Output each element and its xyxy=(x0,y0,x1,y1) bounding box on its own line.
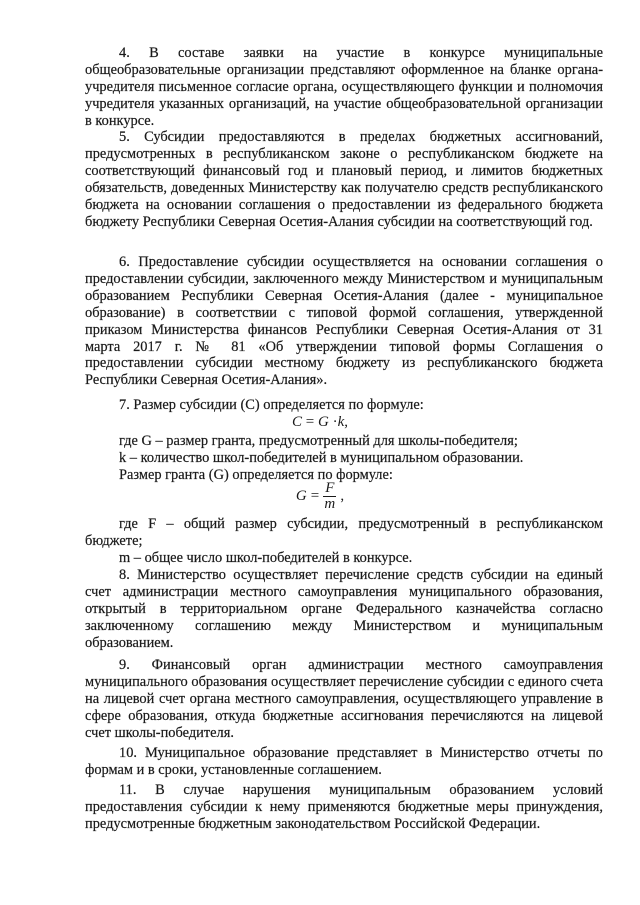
paragraph-11: 11. В случае нарушения муниципальным образованием условий предоставления субсидии к нему применяются бюджетные меры принуждения, предусмотренные бюджетным законодательством Российской Федерации. xyxy=(85,782,603,832)
formula-grant xyxy=(0,481,640,512)
paragraph-6: 6. Предоставление субсидии осуществляется на основании соглашения о предоставлении субсидии, заключенного между Министерством и муниципальным образованием Республики Северная Осетия-Алания (далее - муниципальное образование) в соответствии с типовой формой соглашения, утвержденной приказом Министерства финансов Республики Северная Осетия-Алания от 31 марта 2017 г. № 81 «Об утверждении типовой формы Соглашения о предоставлении субсидии местному бюджету из республиканского бюджета Республики Северная Осетия-Алания». xyxy=(85,254,603,389)
paragraph-7-g: где G – размер гранта, предусмотренный для школы-победителя; xyxy=(119,433,518,449)
formula-subsidy-a: G xyxy=(317,414,329,430)
formula-subsidy-lhs: C xyxy=(292,414,303,430)
formula-subsidy-eq: = xyxy=(305,414,315,430)
formula-grant-tail: , xyxy=(340,488,345,504)
formula-grant-denominator: m xyxy=(324,496,336,512)
formula-subsidy-b: k xyxy=(337,414,345,430)
formula-subsidy-tail: , xyxy=(344,414,348,430)
paragraph-10: 10. Муниципальное образование представляет в Министерство отчеты по формам и в сроки, установленные соглашением. xyxy=(85,745,603,778)
formula-subsidy-op: · xyxy=(332,414,338,430)
paragraph-4: 4. В составе заявки на участие в конкурсе муниципальные общеобразовательные организации представляют оформленное на бланке органа-учредителя письменное согласие органа, осуществляющего функции и полномочия учредителя указанных организаций, на участие общеобразовательной организации в конкурсе. xyxy=(85,45,603,129)
formula-subsidy xyxy=(0,414,640,431)
paragraph-7-m: m – общее число школ-победителей в конкурсе. xyxy=(119,550,413,566)
paragraph-5: 5. Субсидии предоставляются в пределах бюджетных ассигнований, предусмотренных в республиканском законе о республиканском бюджете на соответствующий финансовый год и плановый период, и лимитов бюджетных обязательств, доведенных Министерству как получателю средств республиканского бюджета на основании соглашения о предоставлении из федерального бюджета бюджету Республики Северная Осетия-Алания субсидии на соответствующий год. xyxy=(85,129,603,230)
paragraph-7-f: где F – общий размер субсидии, предусмотренный в республиканском бюджете; xyxy=(85,516,603,549)
paragraph-7-k: k – количество школ-победителей в муниципальном образовании. xyxy=(119,450,524,466)
paragraph-9: 9. Финансовый орган администрации местного самоуправления муниципального образования осуществляет перечисление субсидии с единого счета на лицевой счет органа местного самоуправления, осуществляющего управление в сфере образования, откуда бюджетные ассигнования перечисляются на лицевой счет школы-победителя. xyxy=(85,657,603,741)
paragraph-7-intro: 7. Размер субсидии (С) определяется по формуле: xyxy=(119,397,424,413)
formula-grant-numerator: F xyxy=(325,480,335,496)
paragraph-8: 8. Министерство осуществляет перечисление средств субсидии на единый счет администрации местного самоуправления муниципального образования, открытый в территориальном органе Федерального казначейства согласно заключенному соглашению между Министерством и муниципальным образованием. xyxy=(85,567,603,651)
formula-grant-eq: = xyxy=(310,488,320,504)
paragraph-7-grant: Размер гранта (G) определяется по формуле: xyxy=(119,467,393,483)
formula-grant-fraction xyxy=(323,481,336,512)
formula-grant-lhs: G xyxy=(295,488,307,504)
